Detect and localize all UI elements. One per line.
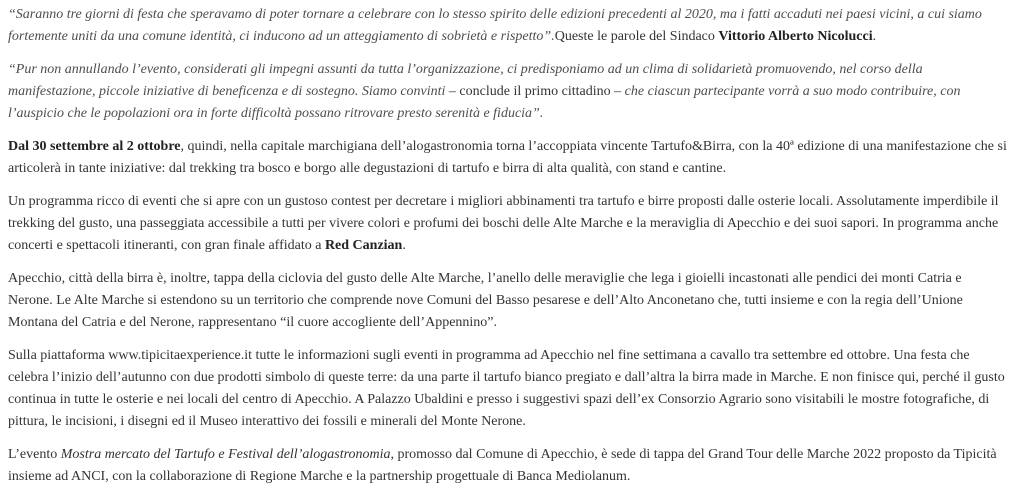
- paragraph-event-dates: [8, 136, 1007, 180]
- apecchio-text: Apecchio, città della birra è, inoltre, tappa della ciclovia del gusto delle Alte Marche, l’anello delle meraviglie che lega i gioielli incastonati alle pendici dei monti Catria e Nerone. Le Alte Marche si estendono su un territorio che comprende nove Comuni del Basso pesarese e dell’Alto Anconetano che, tutti insieme e con la regia dell’Unione Montana del Catria e del Nerone, rappresentano “il cuore accogliente dell’Appennino”.: [8, 271, 963, 330]
- paragraph-grand-tour: L’evento Mostra mercato del Tartufo e Festival dell’alogastronomia, promosso dal Comune di Apecchio, è sede di tappa del Grand Tour delle Marche 2022 proposto da Tipicità insieme ad ANCI, con la collaborazione di Regione Marche e la partnership progettuale di Banca Mediolanum.: [8, 447, 997, 484]
- paragraph-platform: [8, 345, 1007, 433]
- event-title: Mostra mercato del Tartufo e Festival dell’alogastronomia: [60, 447, 391, 462]
- quote-attribution: Queste le parole del Sindaco: [554, 29, 719, 44]
- platform-text: Sulla piattaforma www.tipicitaexperience.it tutte le informazioni sugli eventi in programma ad Apecchio nel fine settimana a cavallo tra settembre ed ottobre. Una festa che celebra l’inizio dell’autunno con due prodotti simbolo di queste terre: da una parte il tartufo bianco pregiato e dall’altra la birra made in Marche. E non finisce qui, perché il gusto continua in tutte le osterie e nei locali del centro di Apecchio. A Palazzo Ubaldini e presso i suggestivi spazi dell’ex Consorzio Agrario sono visitabili le mostre fotografiche, di pittura, le incisioni, i disegni ed il Museo interattivo dei fossili e minerali del Monte Nerone.: [8, 348, 1005, 429]
- paragraph-program: Un programma ricco di eventi che si apre con un gustoso contest per decretare i migliori abbinamenti tra tartufo e birre proposti dalle osterie locali. Assolutamente imperdibile il trekking del gusto, una passeggiata accessibile a tutti per vivere colori e profumi dei boschi delle Alte Marche e la meraviglia di Apecchio e dei suoi sapori. In programma anche concerti e spettacoli itineranti, con gran finale affidato a Red Canzian.: [8, 194, 999, 253]
- event-dates: Dal 30 settembre al 2 ottobre: [8, 139, 181, 154]
- program-text: Un programma ricco di eventi che si apre con un gustoso contest per decretare i migliori abbinamenti tra tartufo e birre proposti dalle osterie locali. Assolutamente imperdibile il trekking del gusto, una passeggiata accessibile a tutti per vivere colori e profumi dei boschi delle Alte Marche e la meraviglia di Apecchio e dei suoi sapori. In programma anche concerti e spettacoli itineranti, con gran finale affidato a: [8, 194, 999, 253]
- paragraph-apecchio: [8, 268, 1007, 334]
- paragraph-solidarity-quote: [8, 59, 1007, 125]
- solidarity-quote-b: che ciascun partecipante vorrà a suo modo contribuire, con l’auspicio che le popolazioni ora in forte difficoltà possano ritrovare presto serenità e fiducia”.: [8, 84, 961, 121]
- mayor-quote: “Saranno tre giorni di festa che speravamo di poter tornare a celebrare con lo stesso spirito delle edizioni precedenti al 2020, ma i fatti accaduti nei paesi vicini, a cui siamo fortemente uniti da una comune identità, ci inducono ad un atteggiamento di sobrietà e rispetto”.: [8, 7, 982, 44]
- quote-interjection: – conclude il primo cittadino –: [445, 84, 625, 99]
- event-description: , quindi, nella capitale marchigiana dell’alogastronomia torna l’accoppiata vincente Tartufo&Birra, con la 40ª edizione di una manifestazione che si articolerà in tante iniziative: dal trekking tra bosco e borgo alle degustazioni di tartufo e birra di alta qualità, con stand e cantine.: [8, 139, 1007, 176]
- headliner-name: Red Canzian: [324, 238, 403, 253]
- mayor-name: Vittorio Alberto Nicolucci: [718, 29, 873, 44]
- solidarity-quote-a: “Pur non annullando l’evento, considerati gli impegni assunti da tutta l’organizzazione, ci predisponiamo ad un clima di solidarietà promuovendo, nel corso della manifestazione, piccole iniziative di beneficenza e di sostegno. Siamo convinti: [8, 62, 923, 99]
- paragraph-mayor-quote: “Saranno tre giorni di festa che speravamo di poter tornare a celebrare con lo stesso spirito delle edizioni precedenti al 2020, ma i fatti accaduti nei paesi vicini, a cui siamo fortemente uniti da una comune identità, ci inducono ad un atteggiamento di sobrietà e rispetto”.Queste le parole del Sindaco Vittorio Alberto Nicolucci.: [8, 7, 982, 44]
